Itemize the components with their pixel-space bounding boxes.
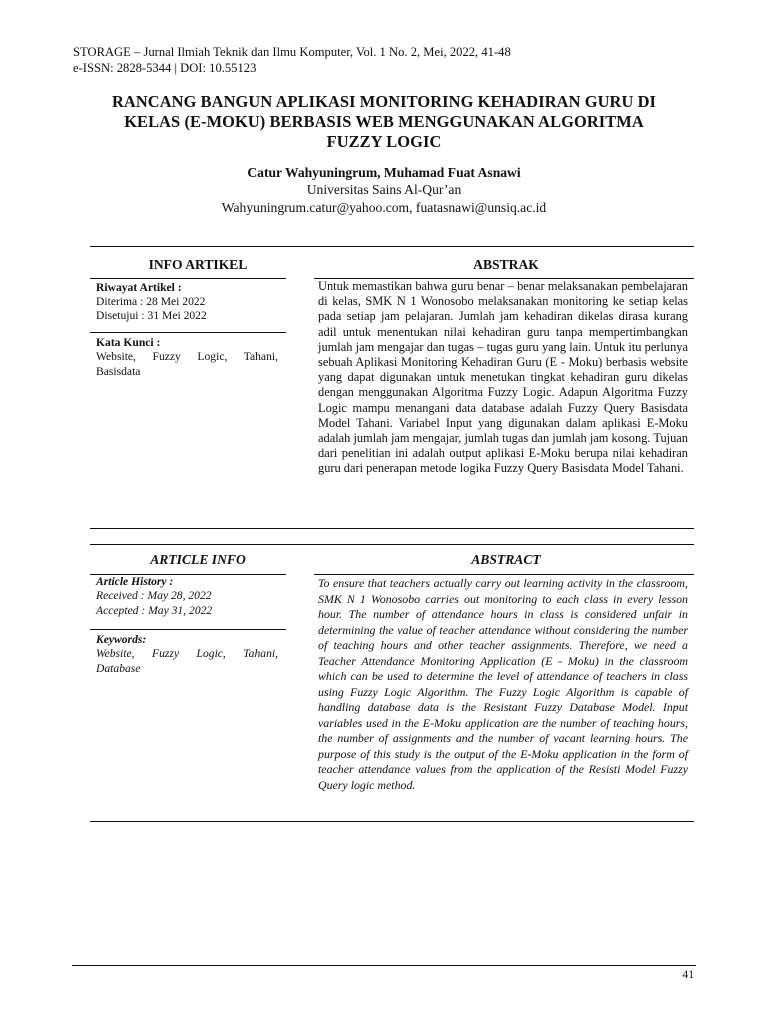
title-line: FUZZY LOGIC: [326, 132, 442, 151]
paper-authors: Catur Wahyuningrum, Muhamad Fuat Asnawi: [247, 165, 521, 180]
received-date: Diterima : 28 Mei 2022: [96, 295, 206, 308]
abstrak-heading: ABSTRAK: [473, 257, 539, 272]
author-affiliation: Universitas Sains Al-Qur’an: [306, 182, 462, 197]
author-emails: Wahyuningrum.catur@yahoo.com, fuatasnawi@unsiq.ac.id: [221, 200, 547, 215]
info-divider: [90, 332, 286, 333]
section-divider: [90, 528, 694, 529]
title-line: RANCANG BANGUN APLIKASI MONITORING KEHADIRAN GURU DI: [111, 92, 656, 111]
journal-citation: STORAGE – Jurnal Ilmiah Teknik dan Ilmu Komputer, Vol. 1 No. 2, Mei, 2022, 41-48: [73, 45, 511, 59]
section-divider: [90, 821, 694, 822]
section-divider: [90, 544, 694, 545]
article-history-label: Article History :: [96, 575, 174, 588]
keywords-list: Website, Fuzzy Logic, Tahani, Basisdata: [96, 350, 278, 378]
abstract-heading: ABSTRACT: [471, 552, 541, 567]
abstract-column-rule: [314, 574, 694, 575]
journal-header: [73, 44, 673, 76]
abstrak-text: Untuk memastikan bahwa guru benar – benar melaksanakan pembelajaran di kelas, SMK N 1 Wonosobo melaksanakan monitoring ke setiap kelas pada setiap jam pelajaran. Jumlah jam kehadiran dikelas dirasa kurang adil untuk menentukan nilai kehadiran guru tanpa mempertimbangkan jumlah jam mengajar dan tugas – tugas guru yang lain. Untuk itu perlunya sebuah Aplikasi Monitoring Kehadiran Guru (E - Moku) berbasis website yang dapat digunakan untuk menetukan tingkat kehadiran guru dikelas dengan menggunakan Algoritma Fuzzy Logic. Adapun Algoritma Fuzzy Logic mampu menangani data database adalah Fuzzy Query Basisdata Model Tahani. Variabel Input yang digunakan dalam aplikasi E-Moku adalah jumlah jam mengajar, jumlah tugas dan jumlah jam kosong. Tujuan dari penelitian ini adalah output aplikasi E-Moku berupa nilai kehadiran guru dari penerapan metode logika Fuzzy Query Basisdata Model Tahani.: [318, 279, 688, 476]
history-label: Riwayat Artikel :: [96, 281, 182, 294]
accepted-date: Disetujui : 31 Mei 2022: [96, 309, 207, 322]
page-number: 41: [682, 968, 694, 981]
info-column-rule: [90, 278, 286, 279]
received-date-en: Received : May 28, 2022: [96, 589, 212, 602]
info-artikel-heading: INFO ARTIKEL: [148, 257, 248, 272]
keywords-list-en: Website, Fuzzy Logic, Tahani, Database: [96, 647, 278, 675]
keywords-label: Kata Kunci :: [96, 336, 161, 349]
accepted-date-en: Accepted : May 31, 2022: [96, 604, 213, 617]
abstract-text: To ensure that teachers actually carry out learning activity in the classroom, SMK N 1 Wonosobo carries out monitoring to each class in every lesson hour. The number of attendance hours in class is considered unfair in determining the value of teacher attendance without considering the number of teaching hours and other teacher assignments. Therefore, we need a Teacher Attendance Monitoring Application (E - Moku) in the classroom which can be used to determine the level of attendance of teachers in class using Fuzzy Logic Algorithm. The Fuzzy Logic Algorithm is capable of handling database data is the Resistant Fuzzy Database Model. Input variables used in the E-Moku application are the number of teaching hours, the number of assignments and the number of vacant learning hours. The purpose of this study is the output of the E-Moku application in the form of teacher attendance values from the application of the Resisti Model Fuzzy Query logic method.: [318, 576, 688, 792]
section-divider: [90, 246, 694, 247]
article-info-heading: ARTICLE INFO: [150, 552, 246, 567]
journal-issn-doi: e-ISSN: 2828-5344 | DOI: 10.55123: [73, 61, 257, 75]
title-line: KELAS (E-MOKU) BERBASIS WEB MENGGUNAKAN ALGORITMA: [124, 112, 644, 131]
footer-rule: [72, 965, 696, 966]
info-divider: [90, 629, 286, 630]
keywords-label-en: Keywords:: [96, 633, 147, 646]
paper-title: [70, 92, 698, 152]
